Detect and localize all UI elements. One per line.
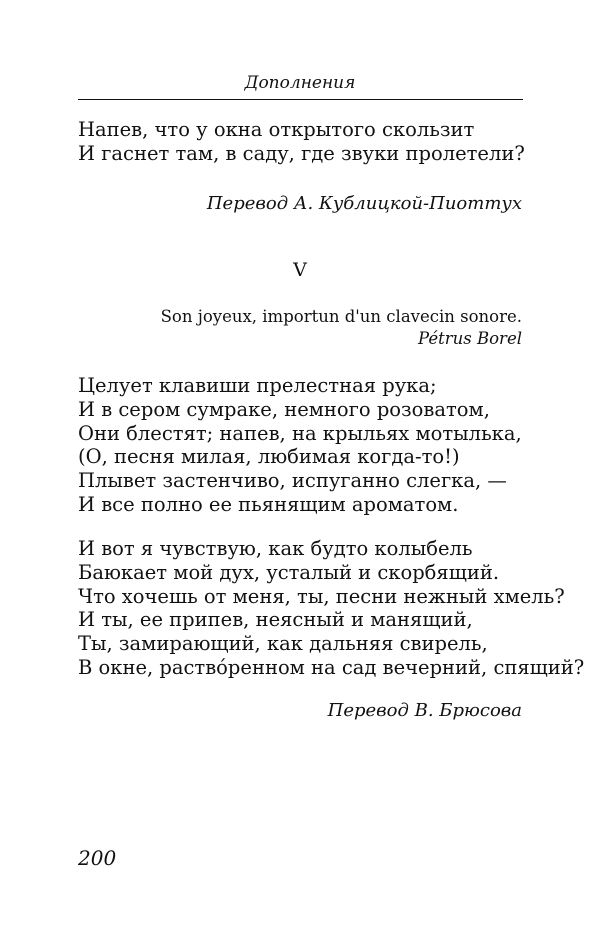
translator-credit-2: Перевод В. Брюсова [327, 700, 522, 721]
stanza-2 [78, 374, 538, 517]
epigraph-author: Pétrus Borel [418, 329, 522, 348]
stanza-1 [78, 118, 538, 166]
verse-line: Баюкает мой дух, усталый и скорбящий. [78, 560, 500, 584]
translator-credit-1: Перевод А. Кублицкой-Пиоттух [206, 193, 522, 214]
verse-line: И в сером сумраке, немного розоватом, [78, 397, 490, 421]
epigraph-text: Son joyeux, importun d'un clavecin sonore. [160, 307, 522, 326]
epigraph [161, 306, 522, 350]
verse-line: И все полно ее пьянящим ароматом. [78, 492, 459, 516]
verse-line: Напев, что у окна открытого скользит [78, 118, 475, 141]
verse-line: (О, песня милая, любимая когда-то!) [78, 445, 460, 469]
section-number: V [293, 259, 307, 281]
verse-line: И вот я чувствую, как будто колыбель [78, 537, 473, 560]
running-head: Дополнения [244, 73, 356, 93]
verse-line: Целует клавиши прелестная рука; [78, 374, 437, 397]
verse-line: И гаснет там, в саду, где звуки пролетели? [78, 141, 525, 165]
verse-line: Ты, замирающий, как дальняя свирель, [78, 632, 488, 656]
verse-line: И ты, ее припев, неясный и манящий, [78, 608, 473, 632]
header-rule [78, 99, 523, 100]
page-number: 200 [78, 846, 117, 870]
verse-line: Что хочешь от меня, ты, песни нежный хмель? [78, 584, 565, 608]
verse-line: В окне, раствóренном на сад вечерний, спящий? [78, 655, 585, 679]
verse-line: Они блестят; напев, на крыльях мотылька, [78, 421, 522, 445]
verse-line: Плывет застенчиво, испуганно слегка, — [78, 469, 507, 493]
stanza-3 [78, 537, 585, 680]
